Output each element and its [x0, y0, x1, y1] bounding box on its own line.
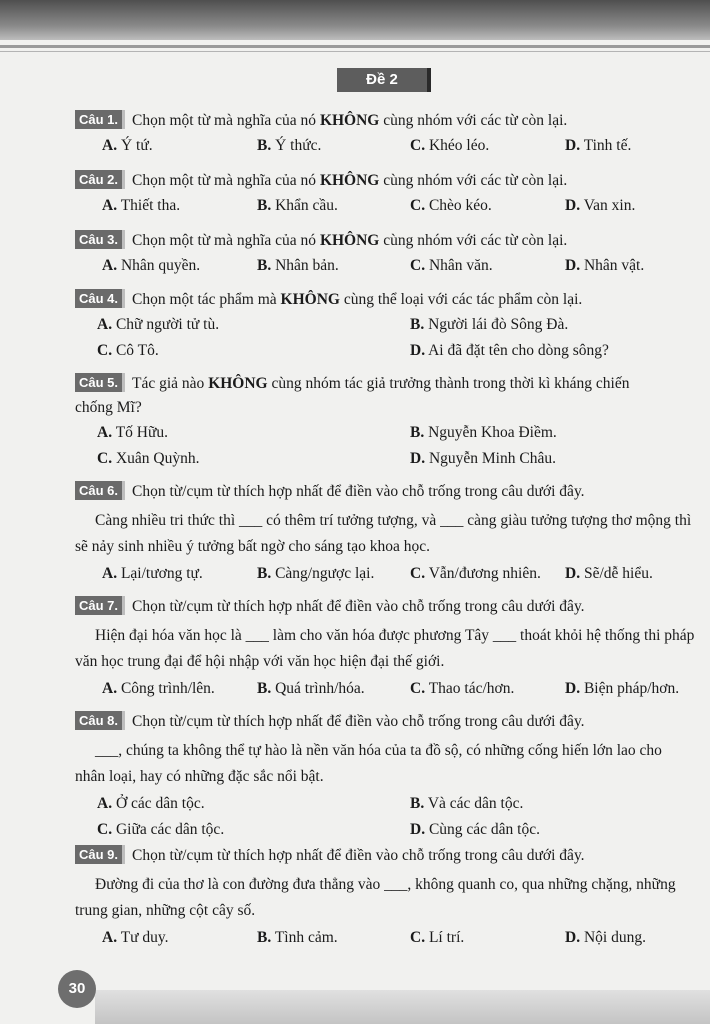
option-a[interactable]: A. Nhân quyền. [102, 257, 201, 274]
option-c[interactable]: C. Khéo léo. [410, 137, 490, 154]
options-row [75, 195, 695, 218]
option-b[interactable]: B. Tình cảm. [257, 929, 338, 946]
option-a[interactable]: A. Công trình/lên. [102, 680, 215, 697]
question-emphasis: KHÔNG [319, 112, 380, 129]
option-c[interactable]: C. Nhân văn. [410, 257, 493, 274]
options-row [75, 340, 695, 363]
footer-band [95, 990, 710, 1024]
option-d[interactable]: D. Sẽ/dễ hiểu. [565, 565, 653, 582]
question-paragraph: Đường đi của thơ là con đường đưa thẳng vào ___, không quanh co, qua những chặng, những trung gian, những cột cây số. [75, 876, 676, 919]
question-label: Câu 4. [75, 289, 125, 308]
option-d[interactable]: D. Nội dung. [565, 929, 646, 946]
question-label: Câu 8. [75, 711, 125, 730]
options-row [75, 793, 695, 816]
option-a[interactable]: A. Thiết tha. [102, 197, 181, 214]
header-rule [0, 45, 710, 48]
question-label: Câu 3. [75, 230, 125, 249]
options-row [75, 927, 695, 950]
question-label: Câu 1. [75, 110, 125, 129]
question-text: Chọn một tác phẩm mà [132, 291, 281, 308]
option-d[interactable]: D. Ai đã đặt tên cho dòng sông? [410, 342, 609, 359]
question-5 [75, 373, 695, 471]
question-text: Chọn từ/cụm từ thích hợp nhất để điền vào chỗ trống trong câu dưới đây. [132, 598, 585, 615]
options-row [75, 314, 695, 337]
option-c[interactable]: C. Cô Tô. [97, 342, 159, 359]
option-d[interactable]: D. Cùng các dân tộc. [410, 821, 540, 838]
question-emphasis: KHÔNG [280, 291, 340, 308]
option-d[interactable]: D. Van xin. [565, 197, 636, 214]
options-row [75, 135, 695, 158]
option-c[interactable]: C. Chèo kéo. [410, 197, 492, 214]
question-6 [75, 481, 695, 586]
option-b[interactable]: B. Khẩn cầu. [257, 197, 338, 214]
question-emphasis: KHÔNG [319, 232, 380, 249]
option-a[interactable]: A. Ý tứ. [102, 137, 153, 154]
option-a[interactable]: A. Lại/tương tự. [102, 565, 203, 582]
question-2 [75, 170, 695, 218]
question-text: Chọn từ/cụm từ thích hợp nhất để điền vào chỗ trống trong câu dưới đây. [132, 847, 585, 864]
page-title: Đề 2 [337, 68, 427, 92]
question-label: Câu 7. [75, 596, 125, 615]
question-paragraph: ___, chúng ta không thể tự hào là nền văn hóa của ta đồ sộ, có những cống hiến lớn lao cho nhân loại, hay có những đặc sắc nổi bật. [75, 742, 662, 785]
option-a[interactable]: A. Tố Hữu. [97, 424, 168, 441]
question-text-continued: chống Mĩ? [75, 399, 142, 416]
question-text: Chọn từ/cụm từ thích hợp nhất để điền vào chỗ trống trong câu dưới đây. [132, 483, 585, 500]
option-d[interactable]: D. Tinh tế. [565, 137, 632, 154]
option-a[interactable]: A. Tư duy. [102, 929, 169, 946]
question-text-end: cùng nhóm với các từ còn lại. [379, 112, 568, 129]
question-8 [75, 711, 695, 842]
option-c[interactable]: C. Giữa các dân tộc. [97, 821, 225, 838]
question-1 [75, 110, 695, 158]
question-label: Câu 6. [75, 481, 125, 500]
option-b[interactable]: B. Nhân bản. [257, 257, 339, 274]
option-c[interactable]: C. Xuân Quỳnh. [97, 450, 200, 467]
question-label: Câu 9. [75, 845, 125, 864]
question-text: Chọn một từ mà nghĩa của nó [132, 172, 320, 189]
question-label: Câu 2. [75, 170, 125, 189]
question-text: Chọn từ/cụm từ thích hợp nhất để điền vào chỗ trống trong câu dưới đây. [132, 713, 585, 730]
question-label: Câu 5. [75, 373, 125, 392]
option-b[interactable]: B. Càng/ngược lại. [257, 565, 375, 582]
header-rule-thin [0, 51, 710, 52]
question-text-end: cùng thể loại với các tác phẩm còn lại. [339, 291, 583, 308]
question-9 [75, 845, 695, 950]
question-text-end: cùng nhóm tác giả trưởng thành trong thời kì kháng chiến [267, 375, 630, 392]
question-paragraph: Càng nhiều tri thức thì ___ có thêm trí tưởng tượng, và ___ càng giàu tưởng tượng thơ mộng thì sẽ nảy sinh nhiều ý tưởng bất ngờ cho sáng tạo khoa học. [75, 512, 692, 555]
option-a[interactable]: A. Chữ người tử tù. [97, 316, 220, 333]
question-text-end: cùng nhóm với các từ còn lại. [379, 172, 568, 189]
question-text: Chọn một từ mà nghĩa của nó [132, 112, 320, 129]
question-paragraph: Hiện đại hóa văn học là ___ làm cho văn hóa được phương Tây ___ thoát khỏi hệ thống thi pháp văn học trung đại để hội nhập với văn học hiện đại thế giới. [75, 627, 695, 670]
options-row [75, 563, 695, 586]
options-row [75, 255, 695, 278]
option-b[interactable]: B. Và các dân tộc. [410, 795, 524, 812]
option-d[interactable]: D. Biện pháp/hơn. [565, 680, 680, 697]
question-emphasis: KHÔNG [319, 172, 380, 189]
option-d[interactable]: D. Nguyễn Minh Châu. [410, 450, 556, 467]
page-number: 30 [58, 970, 96, 1008]
options-row [75, 819, 695, 842]
options-row [75, 422, 695, 445]
question-4 [75, 289, 695, 363]
options-row [75, 678, 695, 701]
option-c[interactable]: C. Lí trí. [410, 929, 465, 946]
option-b[interactable]: B. Người lái đò Sông Đà. [410, 316, 569, 333]
options-row [75, 448, 695, 471]
question-text: Tác giả nào [132, 375, 209, 392]
option-c[interactable]: C. Vẫn/đương nhiên. [410, 565, 541, 582]
option-d[interactable]: D. Nhân vật. [565, 257, 645, 274]
option-c[interactable]: C. Thao tác/hơn. [410, 680, 515, 697]
question-7 [75, 596, 695, 701]
question-text-end: cùng nhóm với các từ còn lại. [379, 232, 568, 249]
option-b[interactable]: B. Nguyễn Khoa Điềm. [410, 424, 557, 441]
question-text: Chọn một từ mà nghĩa của nó [132, 232, 320, 249]
question-3 [75, 230, 695, 278]
question-emphasis: KHÔNG [208, 375, 268, 392]
option-b[interactable]: B. Quá trình/hóa. [257, 680, 365, 697]
top-banner [0, 0, 710, 40]
option-b[interactable]: B. Ý thức. [257, 137, 322, 154]
title-accent [427, 68, 431, 92]
option-a[interactable]: A. Ở các dân tộc. [97, 795, 205, 812]
